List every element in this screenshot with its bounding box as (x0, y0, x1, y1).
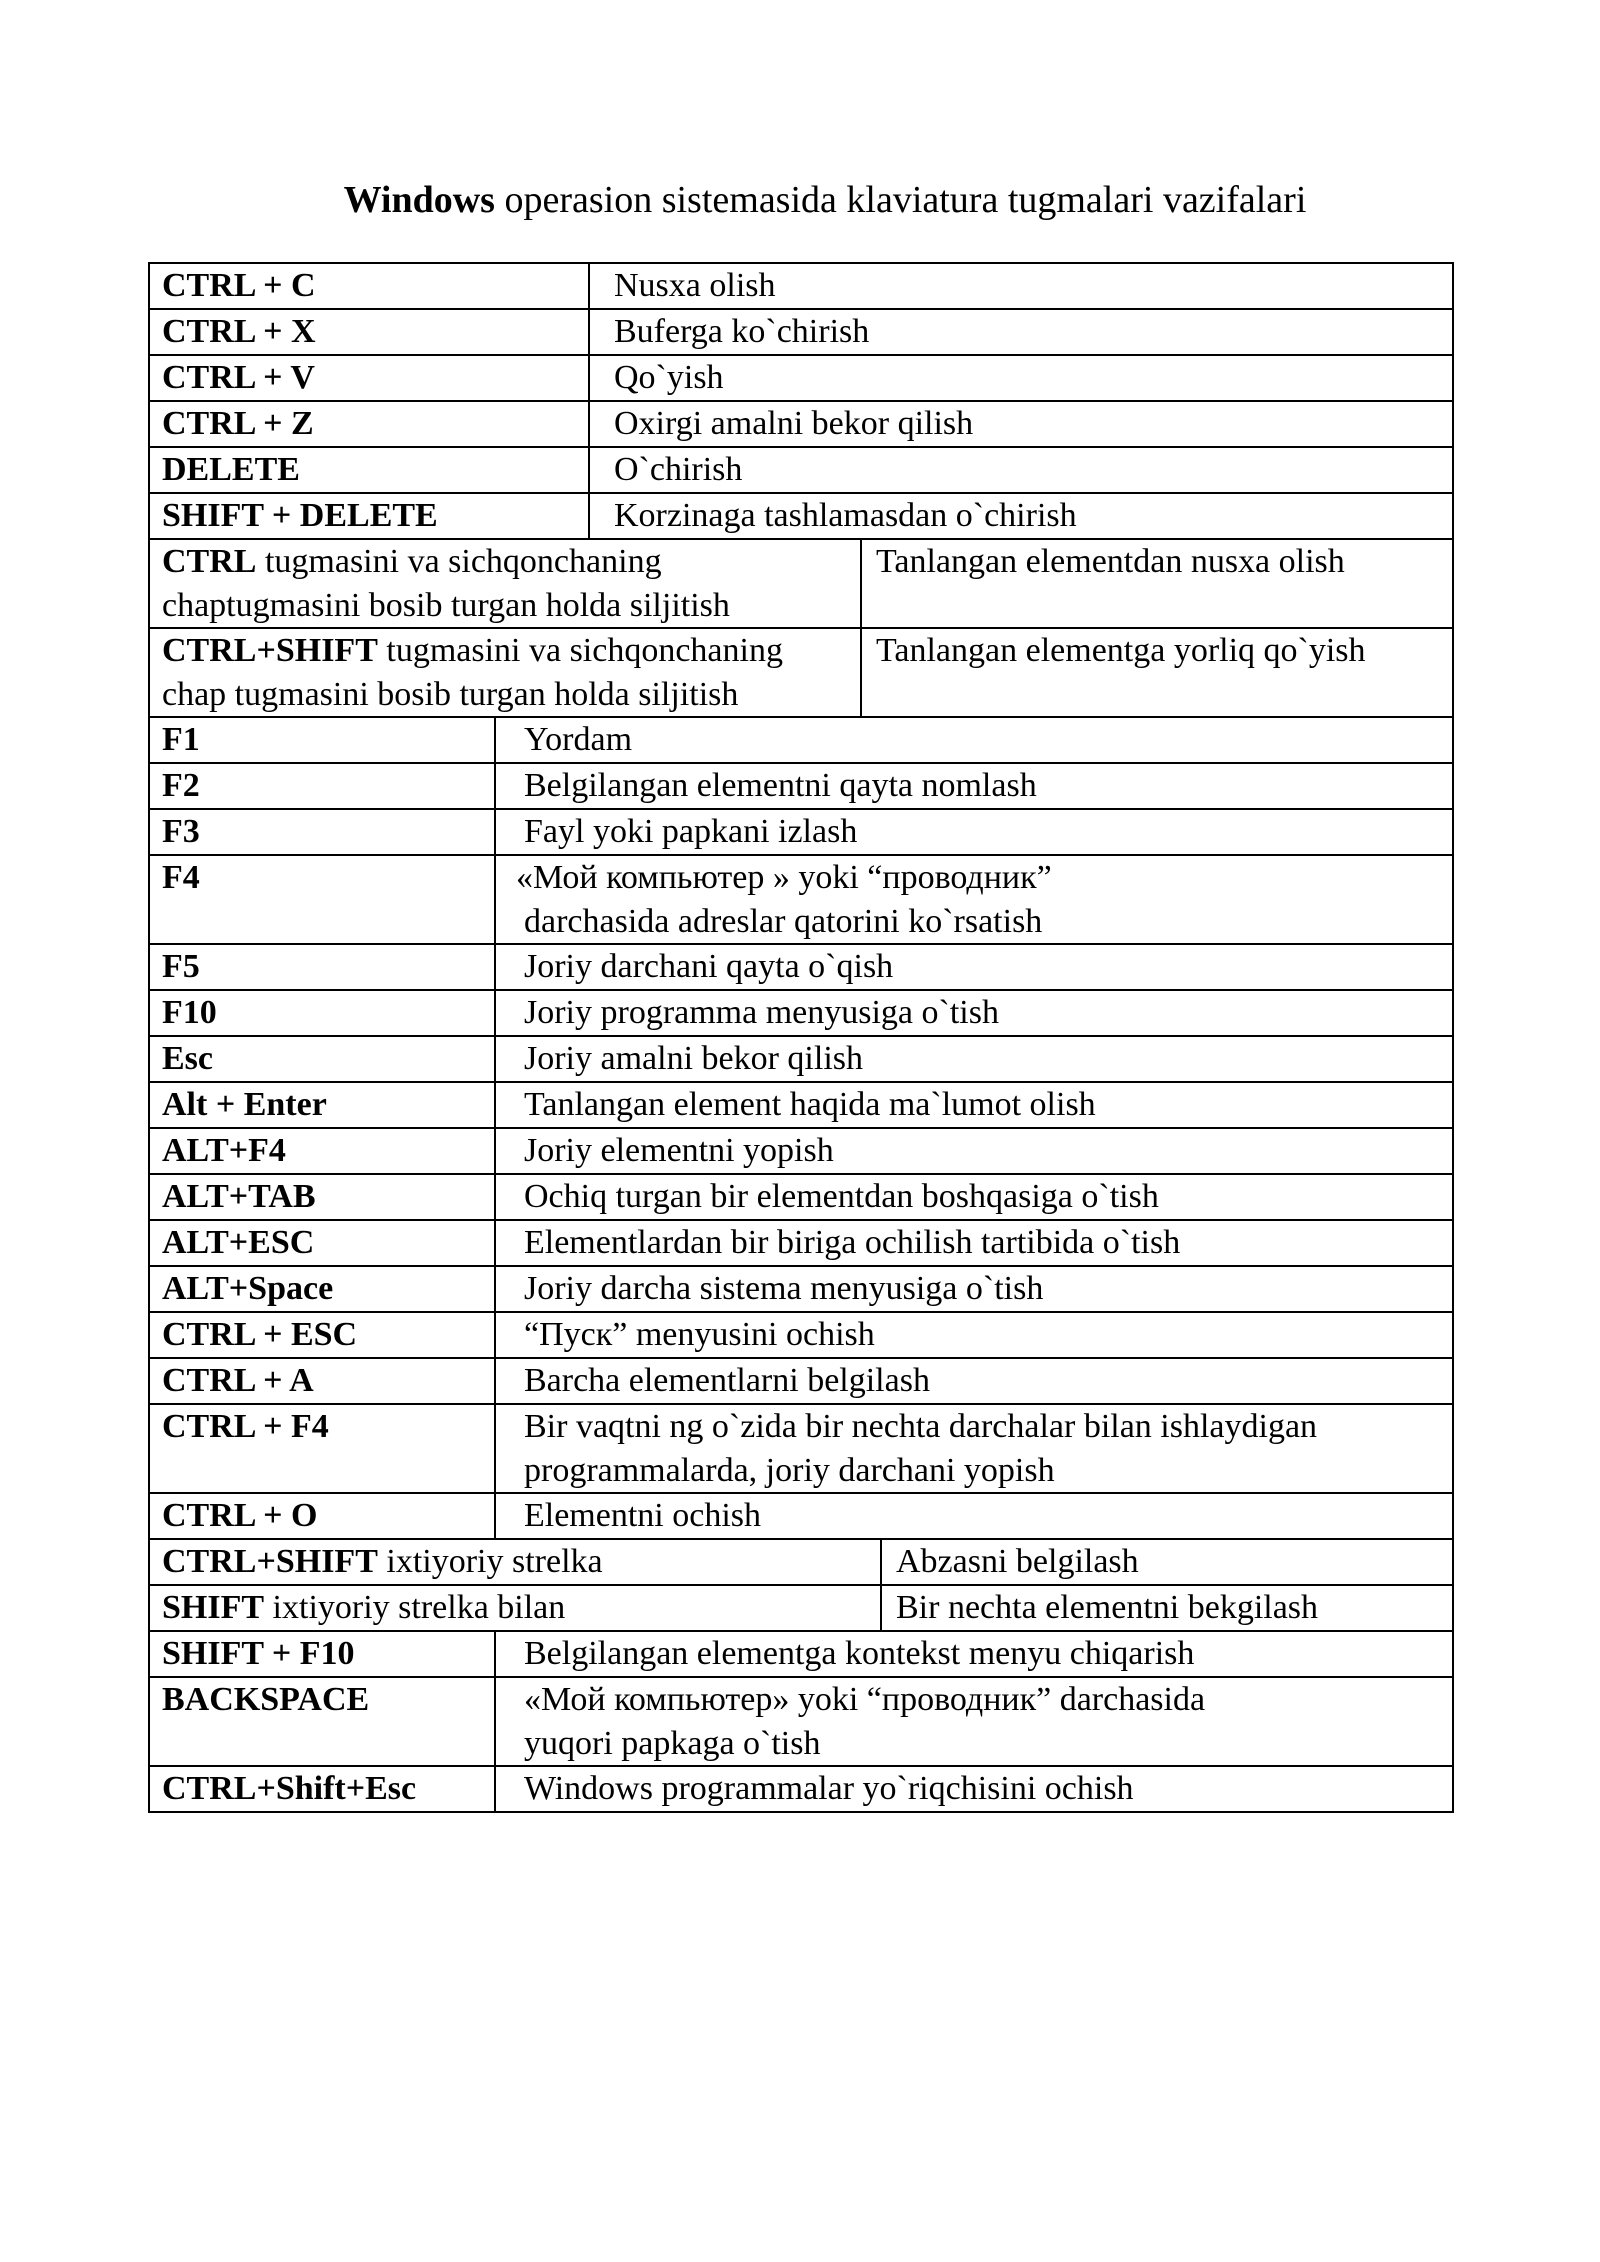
shortcut-desc: Joriy elementni yopish (524, 1132, 834, 1169)
shortcut-key: ALT+Space (150, 1267, 496, 1311)
shortcut-key-cell (150, 629, 862, 716)
shortcut-key: CTRL + Z (150, 402, 590, 446)
shortcut-key: BACKSPACE (150, 1678, 496, 1765)
shortcut-desc: Elementlardan bir biriga ochilish tartibida o`tish (524, 1224, 1181, 1261)
table-row (150, 1540, 1452, 1586)
shortcut-key-line2: chaptugmasini bosib turgan holda siljitish (162, 587, 730, 624)
shortcut-desc-line2: darchasida adreslar qatorini ko`rsatish (524, 903, 1043, 940)
shortcut-desc: «Мой компьютер» yoki “проводник” darchasida (524, 1681, 1206, 1718)
shortcut-key: CTRL + V (150, 356, 590, 400)
shortcut-key: F2 (150, 764, 496, 808)
shortcut-desc: O`chirish (614, 451, 743, 488)
table-row (150, 764, 1452, 810)
table-row (150, 1632, 1452, 1678)
shortcut-desc-cell (496, 856, 1052, 943)
shortcut-desc: Korzinaga tashlamasdan o`chirish (614, 497, 1077, 534)
table-row (150, 1175, 1452, 1221)
table-row (150, 718, 1452, 764)
table-row (150, 356, 1452, 402)
shortcut-key-rest: tugmasini va sichqonchaning (256, 543, 662, 580)
shortcut-key: F10 (150, 991, 496, 1035)
shortcut-key: SHIFT (162, 1589, 265, 1626)
shortcut-desc: Tanlangan elementdan nusxa olish (876, 543, 1345, 580)
shortcut-key-rest: tugmasini va sichqonchaning (377, 632, 783, 669)
shortcut-desc: Nusxa olish (614, 267, 776, 304)
shortcut-key: ALT+TAB (150, 1175, 496, 1219)
shortcut-key: CTRL + O (150, 1494, 496, 1538)
shortcut-desc: Elementni ochish (524, 1497, 762, 1534)
table-row (150, 264, 1452, 310)
shortcuts-table (148, 262, 1454, 1813)
table-row (150, 310, 1452, 356)
shortcut-desc: Yordam (524, 721, 633, 758)
shortcut-key: CTRL + A (150, 1359, 496, 1403)
shortcut-desc: Tanlangan elementga yorliq qo`yish (876, 632, 1366, 669)
shortcut-key: F4 (150, 856, 496, 943)
shortcut-desc: Barcha elementlarni belgilash (524, 1362, 930, 1399)
shortcut-key: CTRL + F4 (150, 1405, 496, 1492)
shortcut-desc: Joriy programma menyusiga o`tish (524, 994, 999, 1031)
table-row (150, 1129, 1452, 1175)
shortcut-key-cell (150, 1540, 882, 1584)
table-row (150, 991, 1452, 1037)
table-row (150, 540, 1452, 629)
shortcut-desc: Joriy darcha sistema menyusiga o`tish (524, 1270, 1044, 1307)
shortcut-key: CTRL+Shift+Esc (150, 1767, 496, 1811)
page-title (0, 176, 1600, 224)
table-row (150, 448, 1452, 494)
table-row (150, 1267, 1452, 1313)
shortcut-key: CTRL+SHIFT (162, 632, 378, 669)
shortcut-key: SHIFT + F10 (150, 1632, 496, 1676)
shortcut-key: ALT+ESC (150, 1221, 496, 1265)
table-row (150, 1405, 1452, 1494)
table-row (150, 402, 1452, 448)
shortcut-desc-line2: yuqori papkaga o`tish (524, 1725, 821, 1762)
shortcut-desc: Belgilangan elementga kontekst menyu chiqarish (524, 1635, 1195, 1672)
table-row (150, 1221, 1452, 1267)
table-row (150, 1083, 1452, 1129)
shortcut-key-rest: ixtiyoriy strelka bilan (264, 1589, 566, 1626)
shortcut-desc: Ochiq turgan bir elementdan boshqasiga o`tish (524, 1178, 1159, 1215)
shortcut-key: ALT+F4 (150, 1129, 496, 1173)
shortcut-desc: Buferga ko`chirish (614, 313, 870, 350)
table-row (150, 629, 1452, 718)
shortcut-desc: Qo`yish (614, 359, 724, 396)
shortcut-desc: Abzasni belgilash (896, 1543, 1139, 1580)
shortcut-key: CTRL + X (150, 310, 590, 354)
shortcut-key: CTRL+SHIFT (162, 1543, 378, 1580)
shortcut-key: CTRL + ESC (150, 1313, 496, 1357)
shortcut-desc: Belgilangan elementni qayta nomlash (524, 767, 1037, 804)
shortcut-desc-cell (496, 1678, 1205, 1765)
shortcut-desc: Bir nechta elementni bekgilash (896, 1589, 1319, 1626)
shortcut-key-cell (150, 1586, 882, 1630)
table-row (150, 1767, 1452, 1813)
shortcut-key: F1 (150, 718, 496, 762)
shortcut-desc-cell (496, 1405, 1317, 1492)
table-row (150, 856, 1452, 945)
table-row (150, 1313, 1452, 1359)
shortcut-key-rest: ixtiyoriy strelka (377, 1543, 603, 1580)
shortcut-key-cell (150, 540, 862, 627)
shortcut-desc: «Мой компьютер » yoki “проводник” (516, 859, 1052, 896)
table-row (150, 494, 1452, 540)
table-row (150, 1037, 1452, 1083)
shortcut-desc: Oxirgi amalni bekor qilish (614, 405, 974, 442)
shortcut-desc: Fayl yoki papkani izlash (524, 813, 858, 850)
title-rest: operasion sistemasida klaviatura tugmalari vazifalari (494, 179, 1307, 221)
shortcut-key: CTRL (162, 543, 257, 580)
shortcut-key: F5 (150, 945, 496, 989)
shortcut-key: Esc (150, 1037, 496, 1081)
shortcut-key: CTRL + C (150, 264, 590, 308)
table-row (150, 1359, 1452, 1405)
table-row (150, 945, 1452, 991)
shortcut-key: Alt + Enter (150, 1083, 496, 1127)
table-row (150, 1586, 1452, 1632)
shortcut-desc: Tanlangan element haqida ma`lumot olish (524, 1086, 1096, 1123)
table-row (150, 1678, 1452, 1767)
title-bold: Windows (343, 179, 495, 221)
shortcut-key: SHIFT + DELETE (150, 494, 590, 538)
shortcut-desc: Joriy amalni bekor qilish (524, 1040, 864, 1077)
shortcut-desc: Joriy darchani qayta o`qish (524, 948, 894, 985)
table-row (150, 810, 1452, 856)
table-row (150, 1494, 1452, 1540)
shortcut-key: F3 (150, 810, 496, 854)
shortcut-desc-line2: programmalarda, joriy darchani yopish (524, 1452, 1055, 1489)
shortcut-key: DELETE (150, 448, 590, 492)
shortcut-key-line2: chap tugmasini bosib turgan holda siljitish (162, 676, 739, 713)
shortcut-desc: Bir vaqtni ng o`zida bir nechta darchalar bilan ishlaydigan (524, 1408, 1318, 1445)
shortcut-desc: “Пуск” menyusini ochish (524, 1316, 875, 1353)
shortcut-desc: Windows programmalar yo`riqchisini ochish (524, 1770, 1134, 1807)
